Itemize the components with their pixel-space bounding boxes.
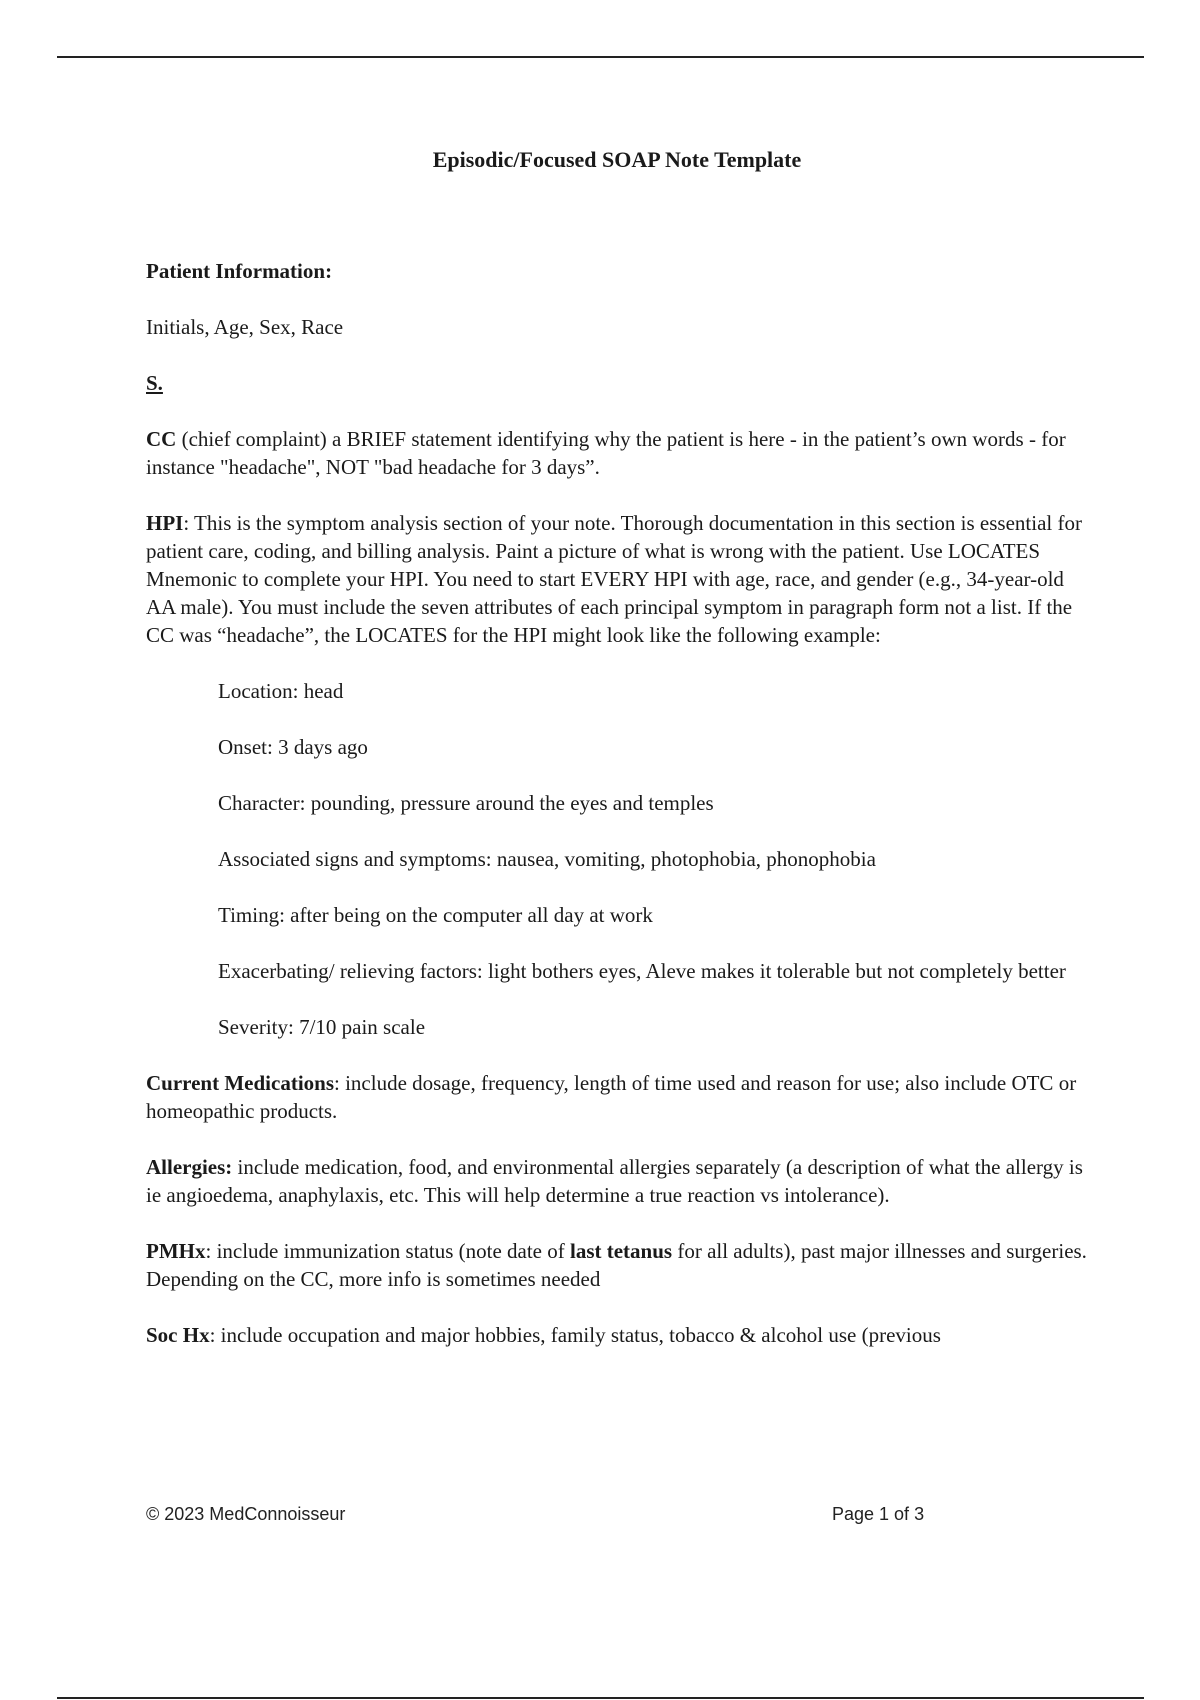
- pmhx-label: PMHx: [146, 1239, 206, 1263]
- soc-hx-text: : include occupation and major hobbies, family status, tobacco & alcohol use (previous: [209, 1323, 941, 1347]
- current-medications-label: Current Medications: [146, 1071, 335, 1095]
- soc-hx-label: Soc Hx: [146, 1323, 210, 1347]
- locates-exacerbating: Exacerbating/ relieving factors: light bothers eyes, Aleve makes it tolerable but not completely better: [218, 959, 1066, 983]
- soc-hx-paragraph: [146, 1321, 1088, 1349]
- patient-info-heading: Patient Information:: [146, 259, 333, 283]
- current-medications-paragraph: [146, 1069, 1088, 1125]
- pmhx-bold-phrase: last tetanus: [569, 1239, 673, 1263]
- current-medications-text: : include dosage, frequency, length of time used and reason for use; also include OTC or homeopathic products.: [146, 1071, 1077, 1123]
- locates-severity: Severity: 7/10 pain scale: [218, 1015, 426, 1039]
- locates-character: Character: pounding, pressure around the eyes and temples: [218, 791, 714, 815]
- document-title: Episodic/Focused SOAP Note Template: [432, 147, 802, 172]
- locates-timing: Timing: after being on the computer all day at work: [218, 903, 653, 927]
- allergies-text: include medication, food, and environmental allergies separately (a description of what the allergy is ie angioedema, anaphylaxis, etc. This will help determine a true reaction vs intolerance).: [146, 1155, 1083, 1207]
- pmhx-text-after: for all adults), past major illnesses and surgeries. Depending on the CC, more info is sometimes needed: [146, 1239, 1087, 1291]
- pmhx-paragraph: [146, 1237, 1088, 1293]
- locates-associated: Associated signs and symptoms: nausea, vomiting, photophobia, phonophobia: [218, 847, 876, 871]
- cc-paragraph: [146, 425, 1088, 481]
- pmhx-text-before: : include immunization status (note date of: [205, 1239, 570, 1263]
- locates-onset: Onset: 3 days ago: [218, 735, 368, 759]
- bottom-rule: [57, 1697, 1144, 1699]
- footer-page-label: Page 1 of 3: [832, 1504, 925, 1524]
- locates-location: Location: head: [218, 679, 344, 703]
- allergies-paragraph: [146, 1153, 1088, 1209]
- hpi-paragraph: [146, 509, 1088, 649]
- hpi-text: : This is the symptom analysis section of your note. Thorough documentation in this section is essential for patient care, coding, and billing analysis. Paint a picture of what is wrong with the patient. Use LOCATES Mnemonic to complete your HPI. You need to start EVERY HPI with age, race, and gender (e.g., 34-year-old AA male). You must include the seven attributes of each principal symptom in paragraph form not a list. If the CC was “headache”, the LOCATES for the HPI might look like the following example:: [146, 511, 1082, 647]
- footer-copyright: © 2023 MedConnoisseur: [146, 1504, 346, 1524]
- top-rule: [57, 56, 1144, 58]
- cc-label: CC: [146, 427, 177, 451]
- document-body: [146, 257, 1088, 1377]
- subjective-heading: S.: [146, 371, 163, 395]
- hpi-label: HPI: [146, 511, 184, 535]
- patient-info-text: Initials, Age, Sex, Race: [146, 315, 344, 339]
- allergies-label: Allergies:: [146, 1155, 233, 1179]
- cc-text: (chief complaint) a BRIEF statement identifying why the patient is here - in the patient’s own words - for instance "headache", NOT "bad headache for 3 days”.: [146, 427, 1066, 479]
